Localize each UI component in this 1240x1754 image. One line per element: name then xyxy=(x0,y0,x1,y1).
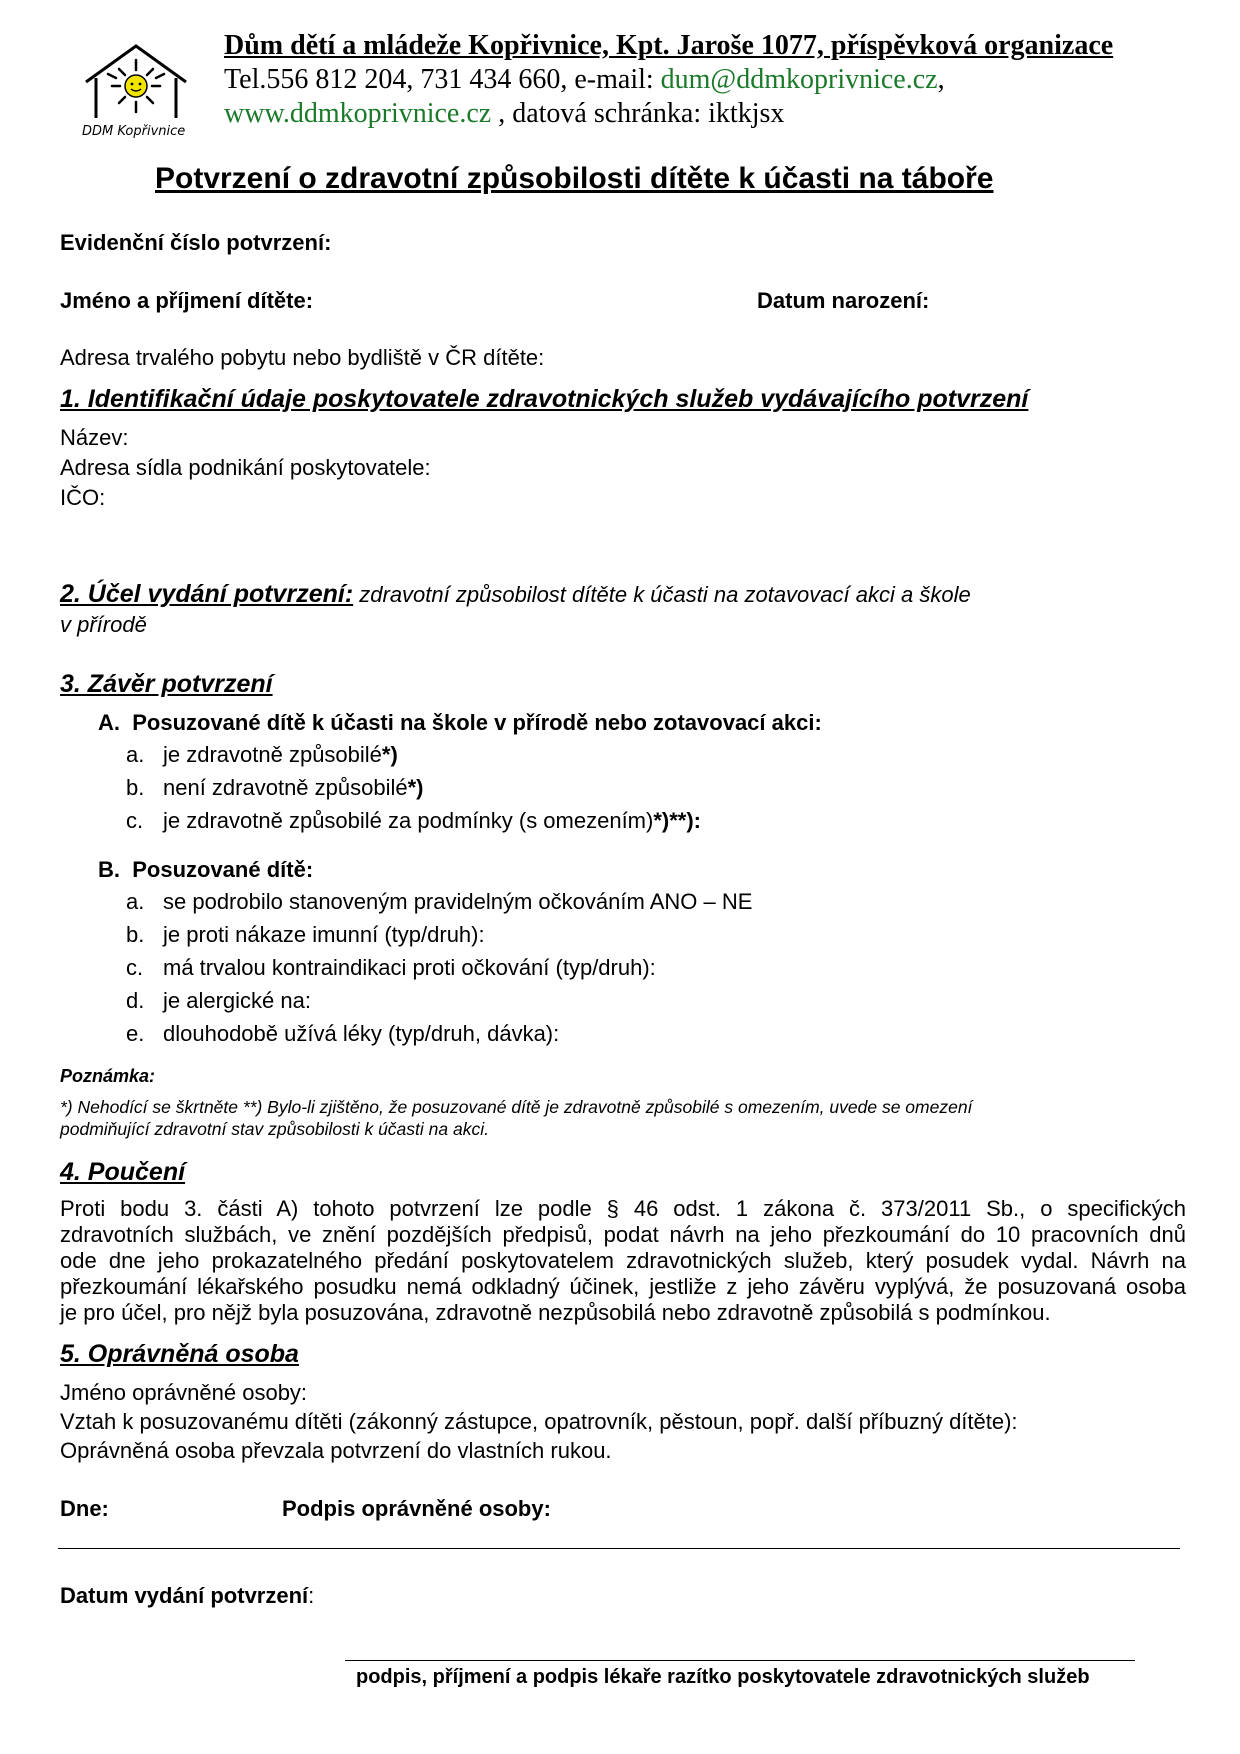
footnote-mark: *) xyxy=(381,742,398,767)
provider-address-label: Adresa sídla podnikání poskytovatele: xyxy=(60,455,431,480)
section4-line: ode dne jeho prokazatelného předání poskytovatelem zdravotnických služeb, který posudek vydal. Návrh na xyxy=(60,1248,1186,1273)
list-marker: d. xyxy=(126,988,145,1013)
list-text: má trvalou kontraindikaci proti očkování (typ/druh): xyxy=(163,955,656,980)
list-text: není zdravotně způsobilé xyxy=(163,775,408,800)
section4-line: přezkoumání lékařského posudku nemá odkladný účinek, jestliže z jeho závěru vyplývá, že posuzovaná osoba xyxy=(60,1274,1186,1299)
list-item xyxy=(126,1017,752,1050)
web-line xyxy=(224,98,784,130)
footnote-mark: *) xyxy=(407,775,424,800)
handover-statement: Oprávněná osoba převzala potvrzení do vlastních rukou. xyxy=(60,1438,612,1463)
list-item xyxy=(126,771,701,804)
databox-text: , datová schránka: iktkjsx xyxy=(491,98,785,129)
birth-date-label: Datum narození: xyxy=(757,288,930,313)
list-item xyxy=(126,951,752,984)
section3-a-list xyxy=(126,738,701,837)
doctor-signature-line xyxy=(345,1660,1135,1661)
email-link[interactable]: dum@ddmkoprivnice.cz xyxy=(660,64,938,95)
section4-text xyxy=(60,1196,1186,1326)
list-marker: b. xyxy=(126,922,145,947)
web-link[interactable]: www.ddmkoprivnice.cz xyxy=(224,98,492,129)
contact-line xyxy=(224,64,945,96)
address-label: Adresa trvalého pobytu nebo bydliště v ČR dítěte: xyxy=(60,345,545,370)
section3-heading: 3. Závěr potvrzení xyxy=(60,670,273,698)
list-text: je zdravotně způsobilé xyxy=(163,742,382,767)
list-item xyxy=(126,804,701,837)
section4-heading: 4. Poučení xyxy=(60,1158,186,1186)
list-text: dlouhodobě užívá léky (typ/druh, dávka): xyxy=(163,1021,560,1046)
issue-date-colon: : xyxy=(308,1583,315,1608)
list-text: je zdravotně způsobilé za podmínky (s omezením) xyxy=(163,808,654,833)
list-item xyxy=(126,984,752,1017)
authorized-signature-label: Podpis oprávněné osoby: xyxy=(282,1496,551,1521)
org-name: Dům dětí a mládeže Kopřivnice, Kpt. Jaroše 1077, příspěvková organizace xyxy=(224,30,1114,61)
list-text: je proti nákaze imunní (typ/druh): xyxy=(163,922,485,947)
list-item xyxy=(126,918,752,951)
signature-divider xyxy=(58,1548,1180,1549)
contact-comma: , xyxy=(937,64,945,95)
logo-caption: DDM Kopřivnice xyxy=(82,124,186,139)
contact-phones: Tel.556 812 204, 731 434 660, e-mail: xyxy=(224,64,661,95)
relationship-label: Vztah k posuzovanému dítěti (zákonný zástupce, opatrovník, pěstoun, popř. další příbuzný dítěte): xyxy=(60,1409,1018,1434)
provider-ico-label: IČO: xyxy=(60,485,106,510)
section4-line: je pro účel, pro nějž byla posuzována, zdravotně nezpůsobilá nebo zdravotně způsobilá s podmínkou. xyxy=(60,1300,1051,1325)
list-marker: b. xyxy=(126,775,145,800)
note-label: Poznámka: xyxy=(60,1066,156,1086)
document-title: Potvrzení o zdravotní způsobilosti dítěte k účasti na táboře xyxy=(155,162,994,195)
section2-text: zdravotní způsobilost dítěte k účasti na zotavovací akci a škole xyxy=(353,582,971,607)
section2-line1 xyxy=(60,580,971,609)
section2-line2: v přírodě xyxy=(60,612,147,637)
list-marker: c. xyxy=(126,808,144,833)
issue-date-label: Datum vydání potvrzení xyxy=(60,1583,309,1608)
section2-heading: 2. Účel vydání potvrzení: xyxy=(60,580,354,608)
list-item xyxy=(126,885,752,918)
child-name-label: Jméno a příjmení dítěte: xyxy=(60,288,314,313)
provider-name-label: Název: xyxy=(60,425,129,450)
footnote-mark: *)**): xyxy=(653,808,702,833)
doctor-signature-caption: podpis, příjmení a podpis lékaře razítko poskytovatele zdravotnických služeb xyxy=(356,1666,1090,1688)
list-text: se podrobilo stanoveným pravidelným očkováním ANO – NE xyxy=(163,889,753,914)
issue-date-row xyxy=(60,1583,314,1609)
section3-a-heading: A. Posuzované dítě k účasti na škole v přírodě nebo zotavovací akci: xyxy=(98,710,822,735)
section3-b-heading: B. Posuzované dítě: xyxy=(98,857,314,882)
section1-heading: 1. Identifikační údaje poskytovatele zdravotnických služeb vydávajícího potvrzení xyxy=(60,385,1029,413)
list-marker: c. xyxy=(126,955,144,980)
list-item xyxy=(126,738,701,771)
note-line-2: podmiňující zdravotní stav způsobilosti k účasti na akci. xyxy=(60,1119,489,1139)
list-marker: a. xyxy=(126,889,145,914)
date-label: Dne: xyxy=(60,1496,109,1521)
list-text: je alergické na: xyxy=(163,988,311,1013)
section5-heading: 5. Oprávněná osoba xyxy=(60,1340,299,1368)
list-marker: a. xyxy=(126,742,145,767)
section4-line: zdravotních službách, ve znění pozdějších předpisů, podat návrh na jeho přezkoumání do 10 pracovních dnů xyxy=(60,1222,1186,1247)
evidence-number-label: Evidenční číslo potvrzení: xyxy=(60,230,332,255)
note-line-1: *) Nehodící se škrtněte **) Bylo-li zjištěno, že posuzované dítě je zdravotně způsobilé s omezením, uvede se omezení xyxy=(60,1097,973,1117)
list-marker: e. xyxy=(126,1021,145,1046)
authorized-name-label: Jméno oprávněné osoby: xyxy=(60,1380,308,1405)
section4-line: Proti bodu 3. části A) tohoto potvrzení lze podle § 46 odst. 1 zákona č. 373/2011 Sb., o specifických xyxy=(60,1196,1186,1221)
section3-b-list xyxy=(126,885,752,1050)
